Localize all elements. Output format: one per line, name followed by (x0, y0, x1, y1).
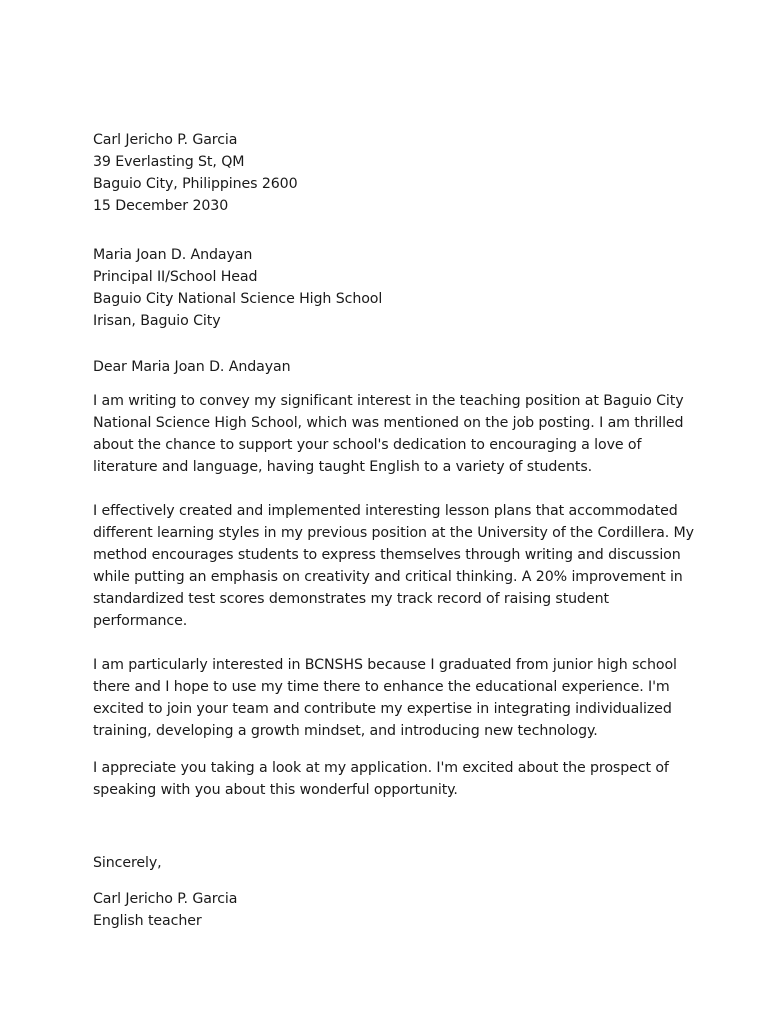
paragraph-line: standardized test scores demonstrates my track record of raising student (93, 591, 609, 607)
recipient-location: Irisan, Baguio City (93, 313, 221, 329)
paragraph-line: training, developing a growth mindset, and introducing new technology. (93, 723, 598, 739)
body-paragraph-4 (93, 757, 683, 801)
sender-street: 39 Everlasting St, QM (93, 154, 245, 170)
closing-block (93, 852, 683, 874)
salutation-block (93, 356, 683, 378)
body-paragraph-3 (93, 654, 683, 742)
paragraph-line: different learning styles in my previous position at the University of the Cordillera. My (93, 525, 694, 541)
recipient-title: Principal II/School Head (93, 269, 258, 285)
salutation: Dear Maria Joan D. Andayan (93, 359, 291, 375)
paragraph-line: while putting an emphasis on creativity and critical thinking. A 20% improvement in (93, 569, 683, 585)
paragraph-line: performance. (93, 613, 188, 629)
body-paragraph-2 (93, 500, 694, 632)
paragraph-line: National Science High School, which was mentioned on the job posting. I am thrilled (93, 415, 684, 431)
paragraph-line: excited to join your team and contribute my expertise in integrating individualized (93, 701, 672, 717)
signature-block (93, 888, 683, 932)
body-paragraph-1 (93, 390, 683, 478)
recipient-address-block (93, 244, 683, 332)
signature-name: Carl Jericho P. Garcia (93, 891, 238, 907)
recipient-name: Maria Joan D. Andayan (93, 247, 253, 263)
paragraph-line: speaking with you about this wonderful opportunity. (93, 782, 458, 798)
sender-name: Carl Jericho P. Garcia (93, 132, 238, 148)
paragraph-line: I am writing to convey my significant interest in the teaching position at Baguio City (93, 393, 684, 409)
sender-city: Baguio City, Philippines 2600 (93, 176, 298, 192)
paragraph-line: there and I hope to use my time there to enhance the educational experience. I'm (93, 679, 670, 695)
closing: Sincerely, (93, 855, 162, 871)
recipient-school: Baguio City National Science High School (93, 291, 383, 307)
paragraph-line: I effectively created and implemented interesting lesson plans that accommodated (93, 503, 678, 519)
paragraph-line: I appreciate you taking a look at my application. I'm excited about the prospect of (93, 760, 669, 776)
letter-date: 15 December 2030 (93, 198, 229, 214)
sender-address-block (93, 129, 683, 217)
paragraph-line: I am particularly interested in BCNSHS because I graduated from junior high school (93, 657, 677, 673)
paragraph-line: method encourages students to express themselves through writing and discussion (93, 547, 681, 563)
signature-role: English teacher (93, 913, 202, 929)
paragraph-line: about the chance to support your school's dedication to encouraging a love of (93, 437, 642, 453)
paragraph-line: literature and language, having taught English to a variety of students. (93, 459, 593, 475)
